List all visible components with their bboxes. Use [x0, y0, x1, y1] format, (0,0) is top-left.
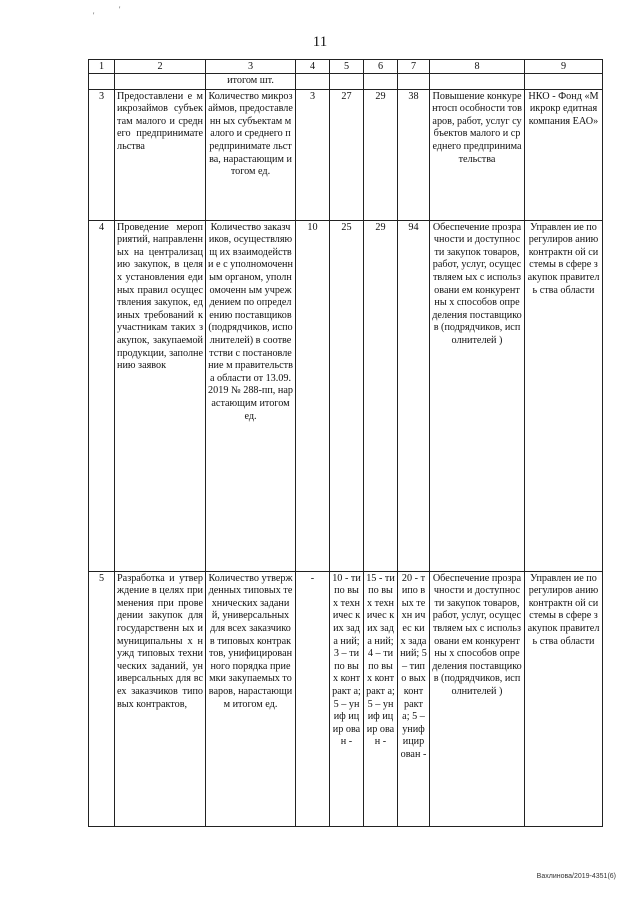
value-year-3: 20 - типо вых техн ичес ких зада ний; 5 – типо вых конт ракт а; 5 – униф ицир ован -	[398, 571, 430, 826]
column-number: 3	[206, 60, 296, 74]
table-row	[89, 220, 603, 571]
activity-cell: Разработка и утверждение в целях применения при проведении закупок для государственн ых и муниципальны х нужд типовых технических заданий, универсальных для всех заказчиков типовых контрактов,	[115, 571, 206, 826]
plan-table	[88, 59, 603, 827]
column-number: 7	[398, 60, 430, 74]
value-year-1: 27	[330, 89, 364, 220]
indicator-cell: Количество микрозаймов, предоставленн ых субъектам малого и среднего предпринимате льства, нарастающим итогом ед.	[206, 89, 296, 220]
executor-cell: Управлен ие по регулиров анию контрактн ой системы в сфере закупок правитель ства области	[525, 220, 603, 571]
activity-cell: Проведение мероприятий, направленных на централизацию закупок, в целях установления единых правил осуществления закупок, единых требований к участникам таких закупок, закупаемой продукции, заполнению заявок	[115, 220, 206, 571]
column-number: 6	[364, 60, 398, 74]
column-number: 2	[115, 60, 206, 74]
value-year-2: 29	[364, 89, 398, 220]
value-year-2: 15 - типо вых техн ичес ких зада ний; 4 – типо вых конт ракт а; 5 – униф ицир ован -	[364, 571, 398, 826]
indicator-cell: Количество заказчиков, осуществляющ их взаимодействи е с уполномоченн ым органом, уполномоченн ым учреждением по определению поставщиков (подрядчиков, исполнителей) в соответстви с постановление м правительства области от 13.09.2019 № 288-пп, нарастающим итогом ед.	[206, 220, 296, 571]
row-number: 4	[89, 220, 115, 571]
scan-mark: '	[119, 5, 121, 14]
page-number: 11	[312, 34, 328, 50]
carryover-row	[89, 74, 603, 90]
result-cell: Повышение конкурентосп особности товаров, работ, услуг субъектов малого и среднего предпринима тельства	[430, 89, 525, 220]
result-cell: Обеспечение прозрачности и доступности закупок товаров, работ, услуг, осуществляем ых с использовани ем конкурентны х способов определения поставщиков (подрядчиков, исполнителей )	[430, 571, 525, 826]
result-cell: Обеспечение прозрачности и доступности закупок товаров, работ, услуг, осуществляем ых с использовани ем конкурентны х способов определения поставщиков (подрядчиков, исполнителей )	[430, 220, 525, 571]
executor-cell: Управлен ие по регулиров анию контрактн ой системы в сфере закупок правитель ства области	[525, 571, 603, 826]
table-row	[89, 571, 603, 826]
value-year-1: 10 - типо вых техн ичес ких зада ний; 3 – типо вых конт ракт а; 5 – униф ицир ован -	[330, 571, 364, 826]
value-base: -	[296, 571, 330, 826]
scan-mark: '	[93, 11, 95, 20]
value-year-3: 94	[398, 220, 430, 571]
value-year-2: 29	[364, 220, 398, 571]
value-base: 10	[296, 220, 330, 571]
column-number: 8	[430, 60, 525, 74]
carryover-text: итогом шт.	[206, 74, 296, 90]
value-base: 3	[296, 89, 330, 220]
column-number: 4	[296, 60, 330, 74]
indicator-cell: Количество утвержденных типовых технических заданий, универсальных для всех заказчиков типовых контрактов, унифицирован ного порядка приемки закупаемых товаров, нарастающим итогом ед.	[206, 571, 296, 826]
column-number: 1	[89, 60, 115, 74]
header-row	[89, 60, 603, 74]
column-number: 5	[330, 60, 364, 74]
activity-cell: Предоставлени е микрозаймов субъектам малого и среднего предпринимате льства	[115, 89, 206, 220]
column-number: 9	[525, 60, 603, 74]
row-number: 3	[89, 89, 115, 220]
value-year-3: 38	[398, 89, 430, 220]
row-number: 5	[89, 571, 115, 826]
executor-cell: НКО - Фонд «Микрокр едитная компания ЕАО»	[525, 89, 603, 220]
document-code: Вахлинова/2019-4351(6)	[536, 873, 616, 880]
value-year-1: 25	[330, 220, 364, 571]
table-row	[89, 89, 603, 220]
